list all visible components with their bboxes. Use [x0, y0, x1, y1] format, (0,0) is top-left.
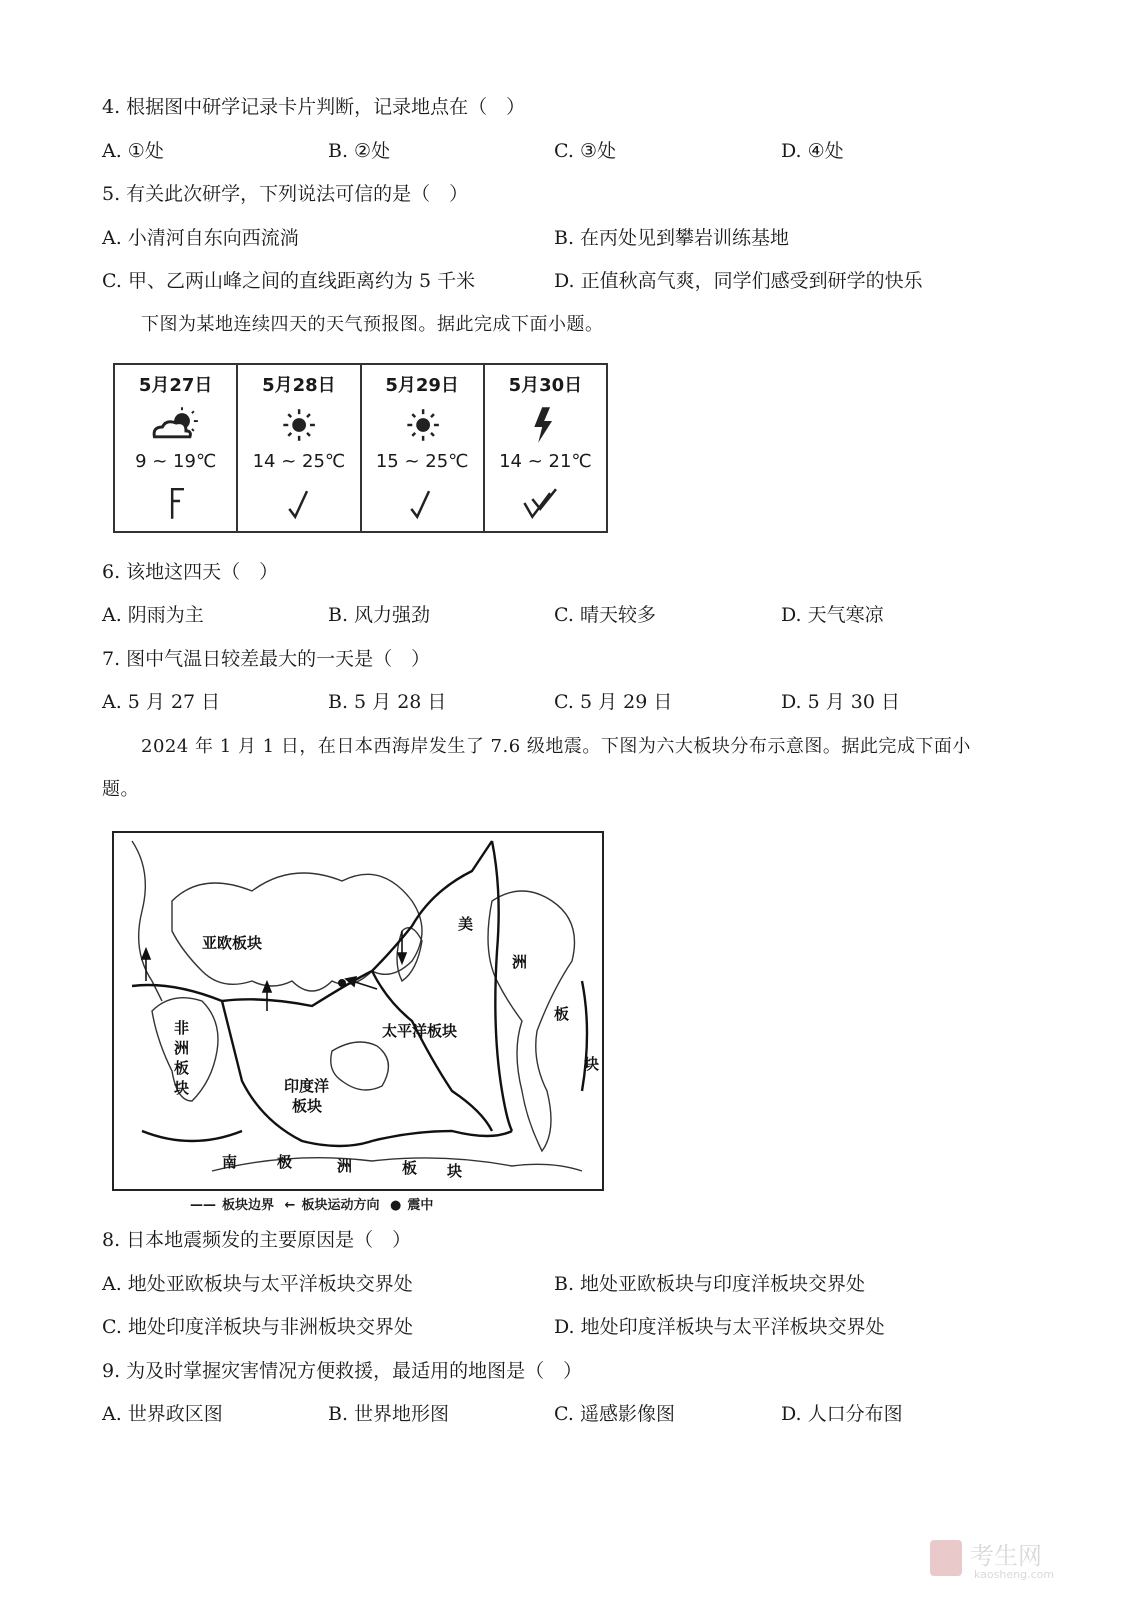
question-4-option-a: A. ①处 [102, 140, 164, 162]
label-antarctic-4: 板 [402, 1159, 418, 1177]
question-7-stem: 7. 图中气温日较差最大的一天是（ ） [102, 648, 431, 670]
label-america-4: 块 [584, 1055, 600, 1073]
question-7-option-c: C. 5 月 29 日 [554, 691, 673, 713]
label-america-1: 美 [458, 915, 474, 933]
label-antarctic-5: 块 [447, 1162, 463, 1180]
quake-intro-line-2: 题。 [102, 779, 139, 800]
label-africa-4: 块 [174, 1079, 190, 1097]
kaosheng-watermark [928, 1536, 1088, 1580]
question-8-option-d: D. 地处印度洋板块与太平洋板块交界处 [554, 1316, 885, 1338]
thunder-icon [485, 403, 606, 447]
sunny-icon [238, 403, 359, 447]
wind-mark [238, 483, 359, 523]
label-america-3: 板 [554, 1005, 570, 1023]
label-africa-3: 板 [174, 1059, 190, 1077]
question-5-stem: 5. 有关此次研学，下列说法可信的是（ ） [102, 183, 469, 205]
weather-date: 5月29日 [385, 375, 459, 396]
label-africa-2: 洲 [174, 1039, 190, 1057]
question-8-stem: 8. 日本地震频发的主要原因是（ ） [102, 1229, 412, 1251]
question-8-option-c: C. 地处印度洋板块与非洲板块交界处 [102, 1316, 413, 1338]
question-4-option-c: C. ③处 [554, 140, 616, 162]
watermark-cn: 考生网 [970, 1542, 1042, 1570]
question-9-option-c: C. 遥感影像图 [554, 1403, 675, 1425]
label-indian-plate-2: 板块 [292, 1097, 323, 1115]
legend-motion: 板块运动方向 [301, 1198, 380, 1213]
epicenter-marker [338, 979, 346, 987]
weather-temp: 9 ~ 19℃ [135, 451, 217, 472]
weather-temp: 15 ~ 25℃ [375, 451, 469, 472]
label-pacific-plate: 太平洋板块 [382, 1022, 458, 1040]
legend-arrow-icon: ← [284, 1198, 296, 1213]
question-9-option-a: A. 世界政区图 [102, 1403, 223, 1425]
weather-date: 5月30日 [508, 375, 583, 396]
question-6-stem: 6. 该地这四天（ ） [102, 561, 279, 583]
weather-date: 5月27日 [138, 375, 213, 396]
legend-epicenter: 震中 [407, 1198, 434, 1213]
question-4-stem: 4. 根据图中研学记录卡片判断，记录地点在（ ） [102, 96, 526, 118]
weather-date: 5月28日 [262, 375, 336, 396]
question-7-option-a: A. 5 月 27 日 [102, 691, 221, 713]
label-antarctic-2: 极 [277, 1153, 293, 1171]
question-9-stem: 9. 为及时掌握灾害情况方便救援，最适用的地图是（ ） [102, 1360, 583, 1382]
label-eurasia-plate: 亚欧板块 [202, 934, 263, 952]
question-9-option-b: B. 世界地形图 [328, 1403, 450, 1425]
question-5-option-b: B. 在丙处见到攀岩训练基地 [554, 227, 790, 249]
sunny-icon [362, 403, 483, 447]
map-legend [190, 1194, 439, 1213]
weather-intro: 下图为某地连续四天的天气预报图。据此完成下面小题。 [141, 314, 604, 335]
question-8-option-a: A. 地处亚欧板块与太平洋板块交界处 [102, 1273, 413, 1295]
weather-day-3 [362, 365, 485, 531]
question-4-option-d: D. ④处 [781, 140, 844, 162]
label-antarctic-3: 洲 [337, 1157, 353, 1175]
quake-intro-line-1: 2024 年 1 月 1 日，在日本西海岸发生了 7.6 级地震。下图为六大板块分布示意图。据此完成下面小 [141, 736, 971, 757]
weather-temp: 14 ~ 21℃ [499, 451, 592, 472]
partly-cloudy-icon [115, 403, 236, 447]
question-5-option-a: A. 小清河自东向西流淌 [102, 227, 299, 249]
question-6-option-c: C. 晴天较多 [554, 604, 656, 626]
wind-mark [362, 483, 483, 523]
question-4-option-b: B. ②处 [328, 140, 391, 162]
label-america-2: 洲 [512, 953, 528, 971]
weather-forecast-table [113, 363, 608, 533]
question-9-option-d: D. 人口分布图 [781, 1403, 903, 1425]
question-7-option-d: D. 5 月 30 日 [781, 691, 901, 713]
wind-level-1-mark [115, 483, 236, 523]
question-6-option-a: A. 阴雨为主 [102, 604, 204, 626]
weather-day-4 [485, 365, 606, 531]
question-8-option-b: B. 地处亚欧板块与印度洋板块交界处 [554, 1273, 866, 1295]
legend-dot-icon: ● [390, 1198, 402, 1213]
question-7-option-b: B. 5 月 28 日 [328, 691, 447, 713]
legend-boundary: 板块边界 [222, 1198, 275, 1213]
question-5-option-d: D. 正值秋高气爽，同学们感受到研学的快乐 [554, 270, 923, 292]
label-indian-plate-1: 印度洋 [284, 1077, 330, 1095]
weather-temp: 14 ~ 25℃ [252, 451, 346, 472]
plate-map [112, 831, 604, 1191]
wind-double-mark [485, 483, 606, 523]
watermark-en: kaosheng.com [974, 1568, 1055, 1580]
weather-day-1 [115, 365, 238, 531]
question-6-option-b: B. 风力强劲 [328, 604, 431, 626]
label-antarctic-1: 南 [222, 1153, 238, 1171]
label-africa-1: 非 [174, 1019, 190, 1037]
kaosheng-logo-icon [930, 1540, 962, 1576]
question-6-option-d: D. 天气寒凉 [781, 604, 884, 626]
legend-boundary-line: —— [190, 1198, 216, 1213]
question-5-option-c: C. 甲、乙两山峰之间的直线距离约为 5 千米 [102, 270, 476, 292]
weather-day-2 [238, 365, 361, 531]
